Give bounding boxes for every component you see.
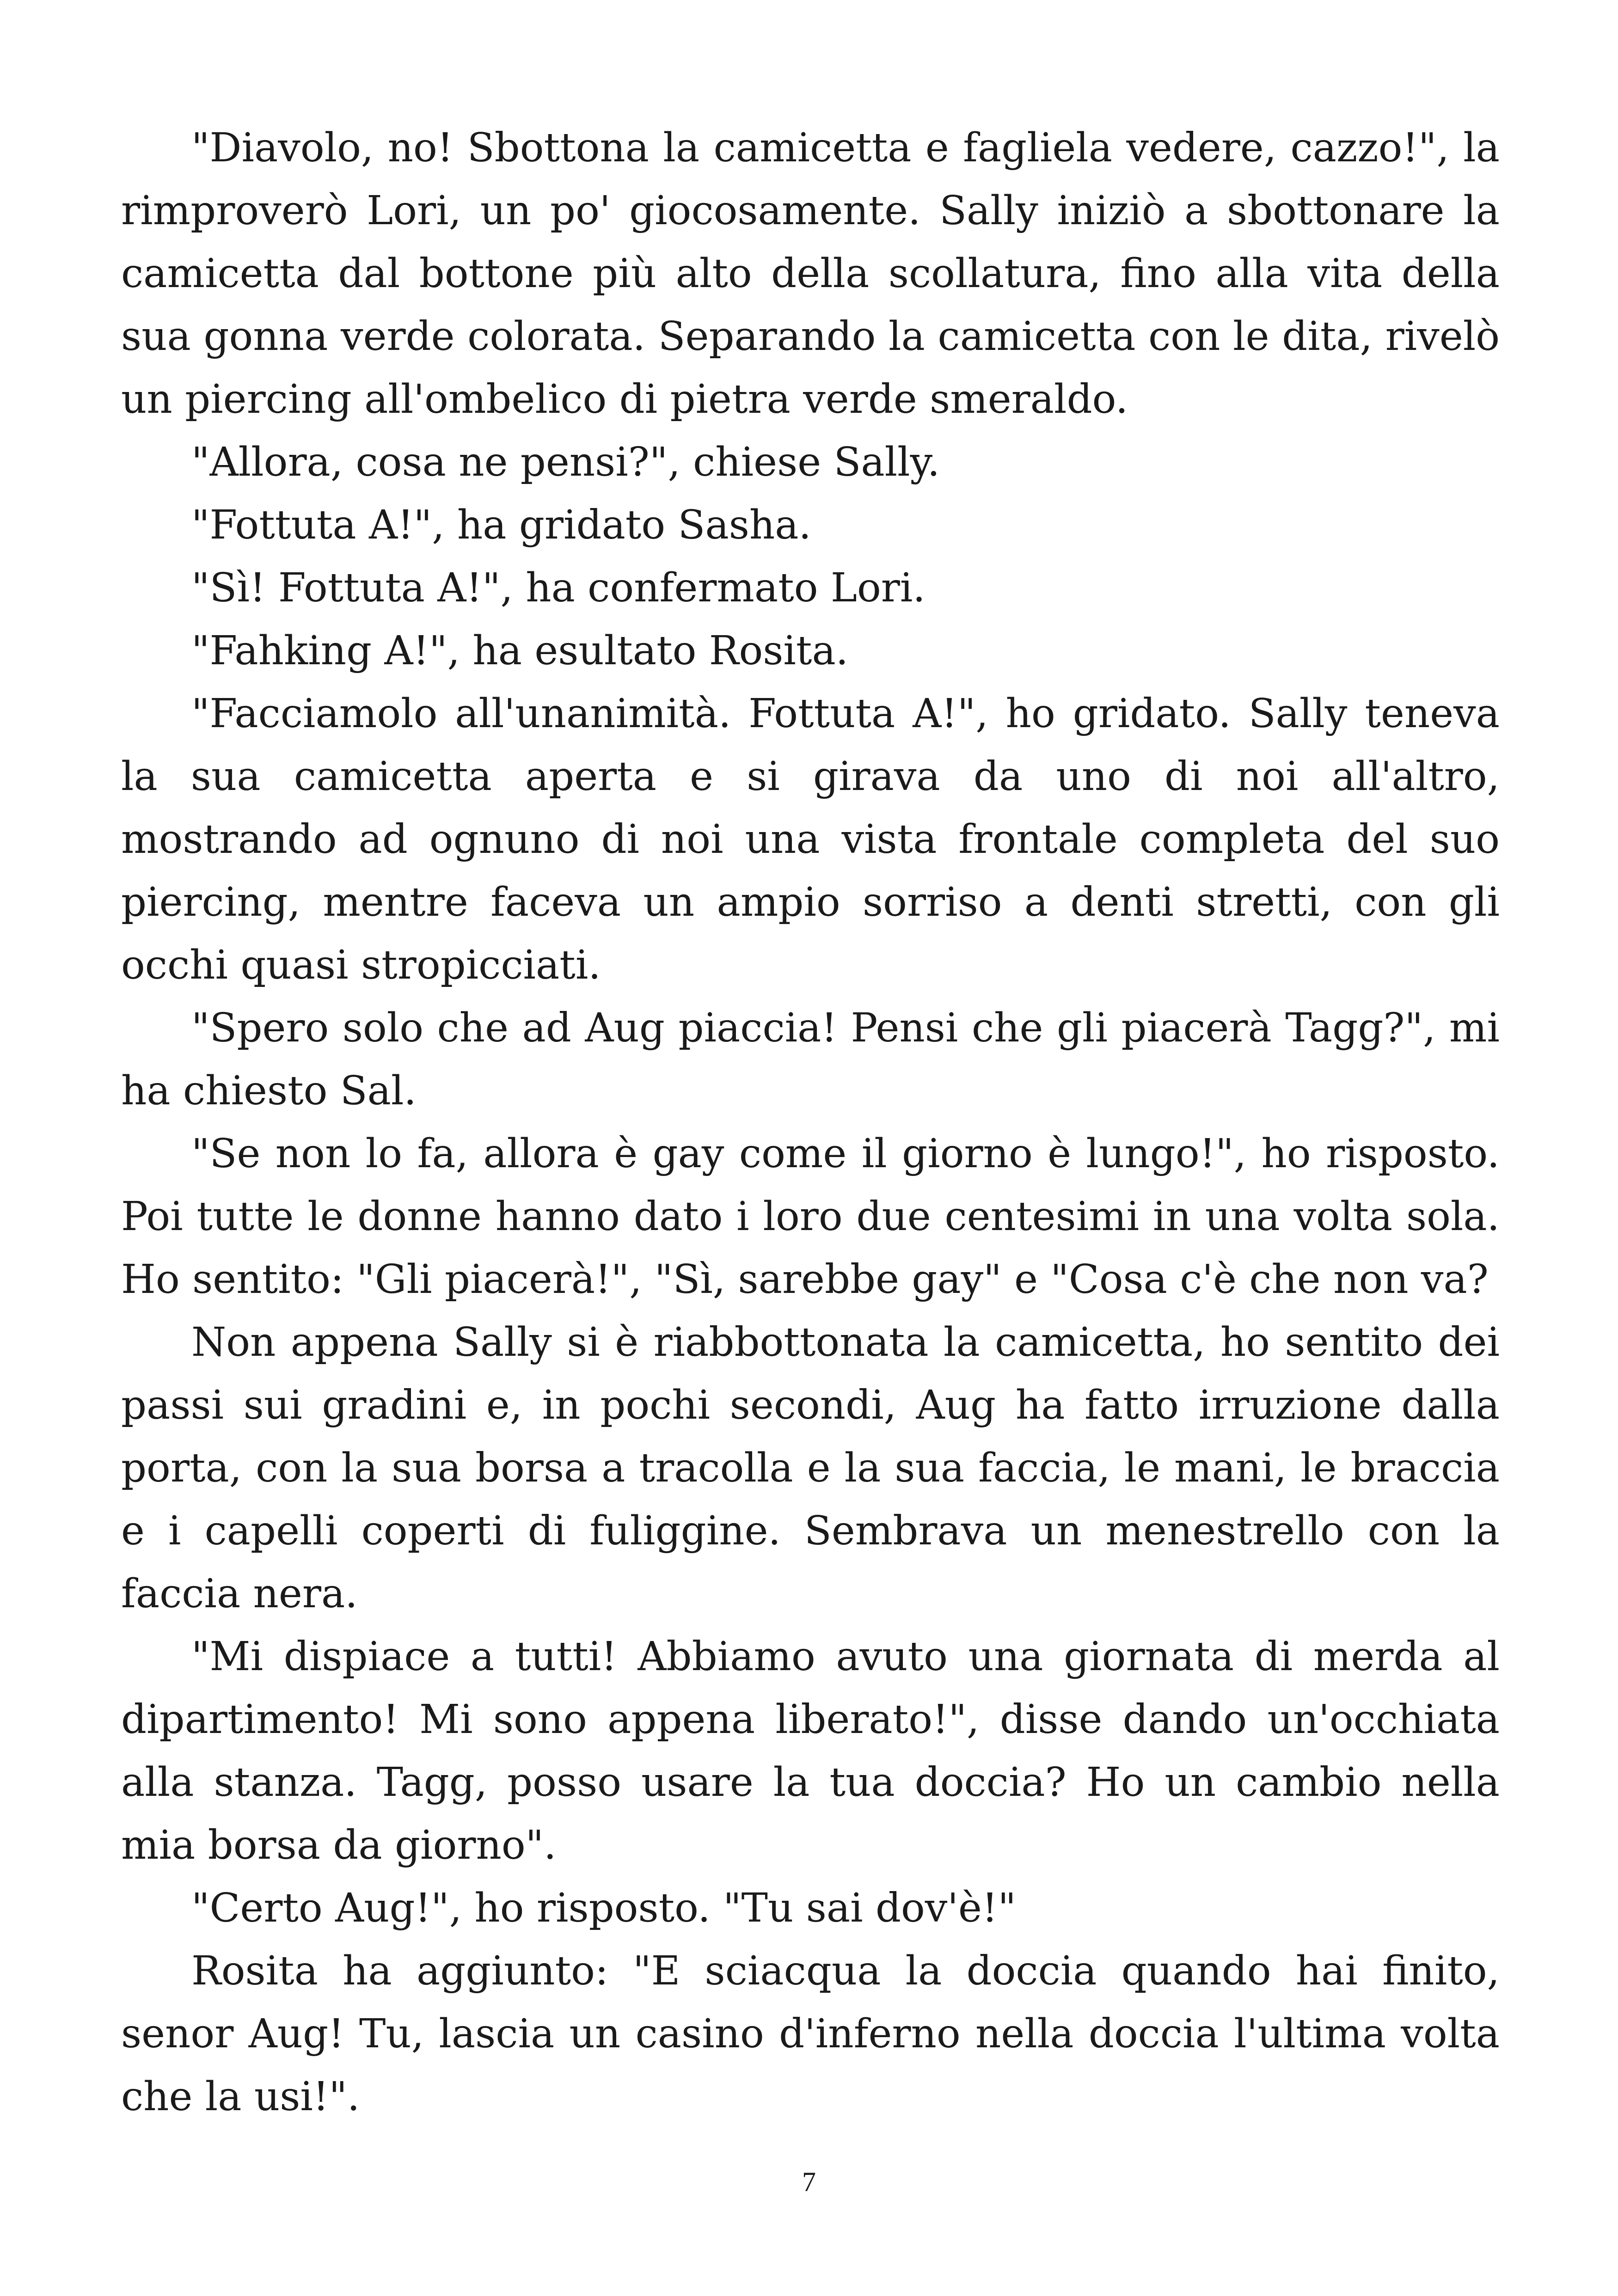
page-number: 7 <box>802 2167 816 2197</box>
paragraph: "Sì! Fottuta A!", ha confermato Lori. <box>191 565 925 611</box>
body-text <box>121 116 1500 2128</box>
paragraph: "Allora, cosa ne pensi?", chiese Sally. <box>191 439 940 485</box>
paragraph: "Mi dispiace a tutti! Abbiamo avuto una giornata di merda al dipartimento! Mi sono appena liberato!", disse dando un'occhiata alla stanza. Tagg, posso usare la tua doccia? Ho un cambio nella mia borsa da giorno". <box>121 1634 1500 1868</box>
paragraph: "Fahking A!", ha esultato Rosita. <box>191 628 849 674</box>
paragraph: Rosita ha aggiunto: "E sciacqua la doccia quando hai finito, senor Aug! Tu, lascia un casino d'inferno nella doccia l'ultima volta che la usi!". <box>121 1948 1500 2120</box>
paragraph: "Se non lo fa, allora è gay come il giorno è lungo!", ho risposto. Poi tutte le donne hanno dato i loro due centesimi in una volta sola. Ho sentito: "Gli piacerà!", "Sì, sarebbe gay" e "Cosa c'è che non va? <box>121 1131 1500 1303</box>
paragraph: "Certo Aug!", ho risposto. "Tu sai dov'è!" <box>191 1885 1017 1931</box>
paragraph: "Spero solo che ad Aug piaccia! Pensi che gli piacerà Tagg?", mi ha chiesto Sal. <box>121 1005 1500 1114</box>
paragraph: "Diavolo, no! Sbottona la camicetta e fagliela vedere, cazzo!", la rimproverò Lori, un po' giocosamente. Sally iniziò a sbottonare la camicetta dal bottone più alto della scollatura, fino alla vita della sua gonna verde colorata. Separando la camicetta con le dita, rivelò un piercing all'ombelico di pietra verde smeraldo. <box>121 125 1500 422</box>
paragraph: "Fottuta A!", ha gridato Sasha. <box>191 502 811 548</box>
paragraph: Non appena Sally si è riabbottonata la camicetta, ho sentito dei passi sui gradini e, in pochi secondi, Aug ha fatto irruzione dalla porta, con la sua borsa a tracolla e la sua faccia, le mani, le braccia e i capelli coperti di fuliggine. Sembrava un menestrello con la faccia nera. <box>121 1319 1500 1617</box>
paragraph: "Facciamolo all'unanimità. Fottuta A!", ho gridato. Sally teneva la sua camicetta aperta e si girava da uno di noi all'altro, mostrando ad ognuno di noi una vista frontale completa del suo piercing, mentre faceva un ampio sorriso a denti stretti, con gli occhi quasi stropicciati. <box>121 691 1500 988</box>
